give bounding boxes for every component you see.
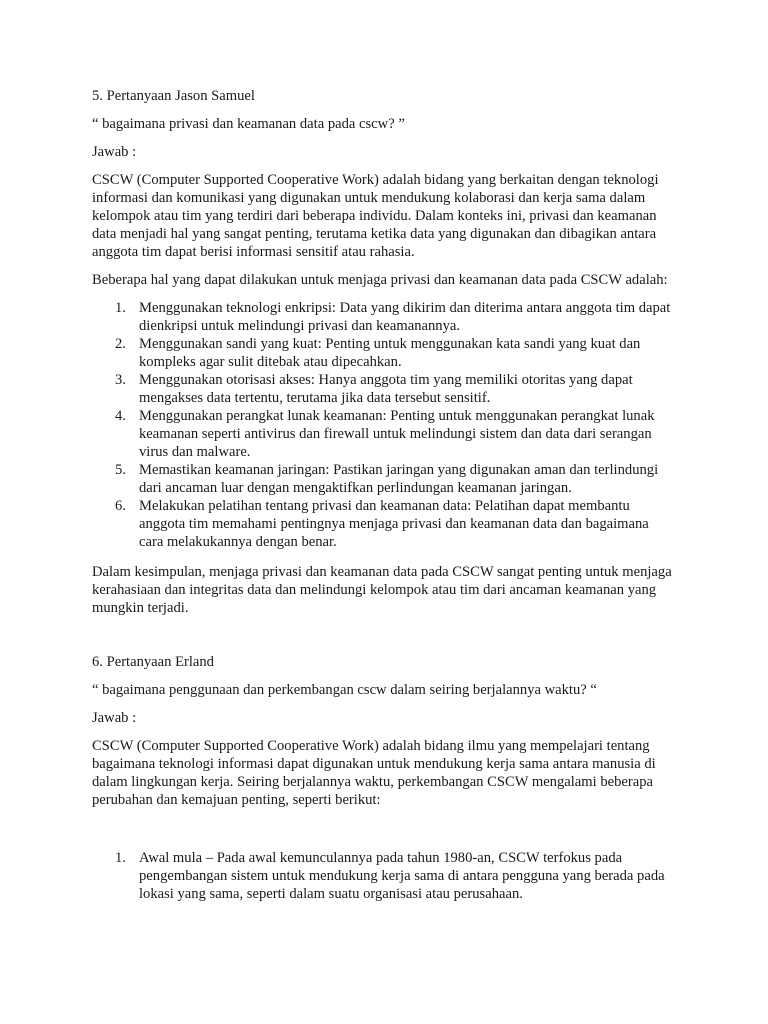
list-item xyxy=(92,371,676,407)
section-spacer xyxy=(92,627,676,653)
list-item xyxy=(92,407,676,461)
list-number: 3. xyxy=(115,372,126,388)
conclusion-paragraph: Dalam kesimpulan, menjaga privasi dan keamanan data pada CSCW sangat penting untuk menjaga kerahasiaan dan integritas data dan melindungi kelompok atau tim dari ancaman keamanan yang mungkin terjadi. xyxy=(92,564,672,616)
list-item-text: Awal mula – Pada awal kemunculannya pada tahun 1980-an, CSCW terfokus pada pengembangan sistem untuk mendukung kerja sama di antara pengguna yang berada pada lokasi yang sama, seperti dalam suatu organisasi atau perusahaan. xyxy=(139,850,665,902)
numbered-list xyxy=(92,849,676,903)
question-text: “ bagaimana privasi dan keamanan data pada cscw? ” xyxy=(92,116,405,132)
list-item xyxy=(92,335,676,371)
list-item-text: Menggunakan perangkat lunak keamanan: Penting untuk menggunakan perangkat lunak keamanan seperti antivirus dan firewall untuk melindungi sistem dan data dari serangan virus dan malware. xyxy=(139,408,655,460)
list-item xyxy=(92,849,676,903)
list-number: 2. xyxy=(115,336,126,352)
list-number: 1. xyxy=(115,300,126,316)
list-spacer xyxy=(92,819,676,849)
list-number: 1. xyxy=(115,850,126,866)
list-item-text: Melakukan pelatihan tentang privasi dan keamanan data: Pelatihan dapat membantu anggota tim memahami pentingnya menjaga privasi dan keamanan data dan bagaimana cara melakukannya dengan benar. xyxy=(139,498,649,550)
list-item-text: Menggunakan teknologi enkripsi: Data yang dikirim dan diterima antara anggota tim dapat dienkripsi untuk melindungi privasi dan keamanannya. xyxy=(139,300,671,334)
list-item xyxy=(92,461,676,497)
section-heading: 6. Pertanyaan Erland xyxy=(92,654,214,670)
list-number: 5. xyxy=(115,462,126,478)
list-item xyxy=(92,497,676,551)
answer-label: Jawab : xyxy=(92,710,137,726)
answer-paragraph: CSCW (Computer Supported Cooperative Work) adalah bidang yang berkaitan dengan teknologi informasi dan komunikasi yang digunakan untuk mendukung kolaborasi dan kerja sama dalam kelompok atau tim yang terdiri dari beberapa individu. Dalam konteks ini, privasi dan keamanan data menjadi hal yang sangat penting, terutama ketika data yang digunakan dan dibagikan antara anggota tim dapat berisi informasi sensitif atau rahasia. xyxy=(92,172,659,260)
numbered-list xyxy=(92,299,676,551)
answer-label: Jawab : xyxy=(92,144,137,160)
list-item-text: Menggunakan otorisasi akses: Hanya anggota tim yang memiliki otoritas yang dapat mengakses data tertentu, terutama jika data tersebut sensitif. xyxy=(139,372,633,406)
list-item-text: Memastikan keamanan jaringan: Pastikan jaringan yang digunakan aman dan terlindungi dari ancaman luar dengan mengaktifkan perlindungan keamanan jaringan. xyxy=(139,462,659,496)
answer-paragraph: Beberapa hal yang dapat dilakukan untuk menjaga privasi dan keamanan data pada CSCW adalah: xyxy=(92,272,668,288)
list-number: 6. xyxy=(115,498,126,514)
list-number: 4. xyxy=(115,408,126,424)
answer-paragraph: CSCW (Computer Supported Cooperative Work) adalah bidang ilmu yang mempelajari tentang bagaimana teknologi informasi dapat digunakan untuk mendukung kerja sama antara manusia di dalam lingkungan kerja. Seiring berjalannya waktu, perkembangan CSCW mengalami beberapa perubahan dan kemajuan penting, seperti berikut: xyxy=(92,738,656,808)
question-text: “ bagaimana penggunaan dan perkembangan cscw dalam seiring berjalannya waktu? “ xyxy=(92,682,597,698)
list-item xyxy=(92,299,676,335)
section-heading: 5. Pertanyaan Jason Samuel xyxy=(92,88,255,104)
list-item-text: Menggunakan sandi yang kuat: Penting untuk menggunakan kata sandi yang kuat dan kompleks agar sulit ditebak atau dipecahkan. xyxy=(139,336,641,370)
